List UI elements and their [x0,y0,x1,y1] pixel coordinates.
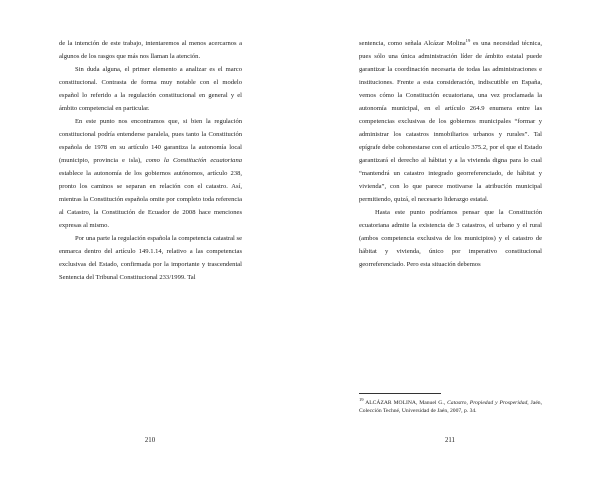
text-run: es una necesidad técnica, pues sólo una única administración líder de ámbito estatal puede garantizar la coordinación necesaria de todas las administraciones e instituciones. Frente a esta consideración, indiscutible en España, vemos cómo la Constitución ecuatoriana, una vez proclamada la autonomía municipal, en el artículo 264.9 enumera entre las competencias exclusivas de los gobiernos municipales “formar y administrar los catastros inmobiliarios urbanos y rurales”. Tal epígrafe debe cohonestarse con el artículo 375.2, por el que el Estado garantizará el derecho al hábitat y a la vivienda digna para lo cual “mantendrá un catastro integrado georreferenciado, de hábitat y vivienda”, con lo que parece motivarse la atribución municipal permitiendo, quizá, el necesario liderazgo estatal. [359,40,542,203]
paragraph: de la intención de este trabajo, intentaremos al menos acercarnos a algunos de los rasgos que más nos llaman la atención. [59,40,242,60]
paragraph: Hasta este punto podríamos pensar que la Constitución ecuatoriana admite la existencia de 3 catastros, el urbano y el rural (ambos competencia exclusiva de los municipios) y el catastro de hábitat y vivienda, único por imperativo constitucional georreferenciado. Pero esta situación debemos [359,209,542,268]
paragraph [59,115,242,232]
footnote-reference[interactable]: 19 [465,37,471,43]
text-run: Jaén, Colección Techné, Universidad de Jaén, 2007, p. 34. [359,400,542,414]
page-number-right: 211 [445,437,455,444]
right-page-body [359,37,542,271]
page-number-left: 210 [144,437,156,444]
paragraph [359,37,542,206]
italic-text-run: Catastro, Propiedad y Prosperidad, [447,400,529,406]
footnote [359,397,542,415]
footnote-number: 19 [359,397,364,403]
text-run: ALCÁZAR MOLINA, Manuel G., [363,400,448,406]
paragraph: Por una parte la regulación española la competencia catastral se enmarca dentro del artículo 149.1.14, relativo a las competencias exclusivas del Estado, confirmada por la importante y trascendental Sentencia del Tribunal Constitucional 233/1999. Tal [59,235,242,281]
left-page-body [59,37,242,284]
text-run: sentencia, como señala Alcázar Molina [359,40,466,47]
text-run: establece la autonomía de los gobiernos autónomos, artículo 238, pronto los caminos se separan en relación con el catastro. Así, mientras la Constitución española omite por completo toda referencia al Catastro, la Constitución de Ecuador de 2008 hace menciones expresas al mismo. [59,170,242,229]
paragraph: Sin duda alguna, el primer elemento a analizar es el marco constitucional. Contrasta de forma muy notable con el modelo español lo referido a la regulación constitucional en general y el ámbito competencial en particular. [59,66,242,112]
text-run: En este punto nos encontramos que, si bien la regulación constitucional podría entenderse paralela, pues tanto la Constitución española de 1978 en su artículo 140 garantiza la autonomía local (municipio, provincia e isla), [59,118,242,164]
italic-text-run: como la Constitución ecuatoriana [145,157,242,164]
footnote-separator [359,393,441,394]
